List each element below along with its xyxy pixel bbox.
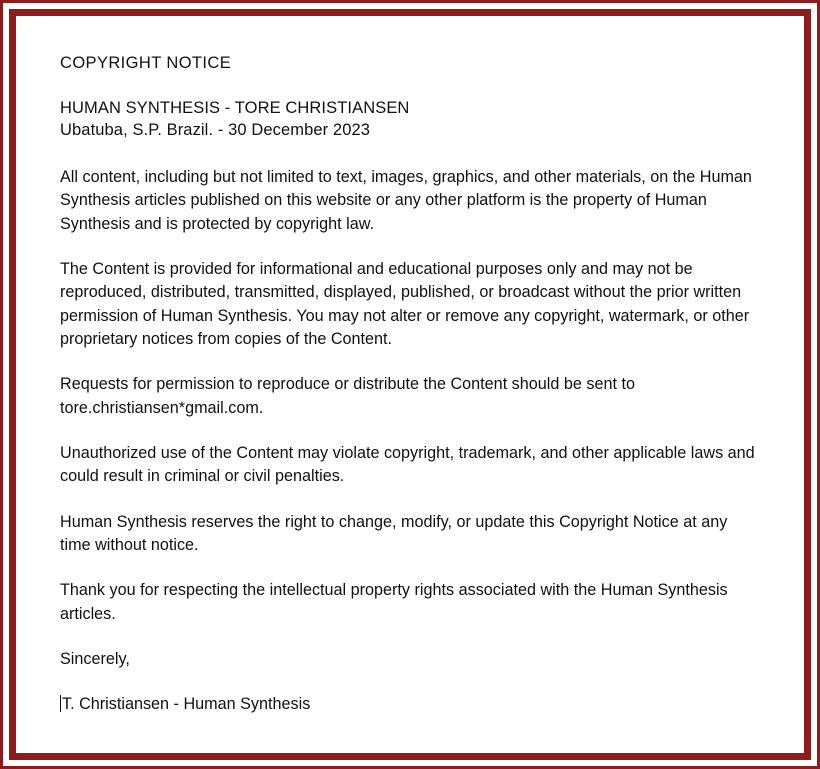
paragraph-notice-changes: Human Synthesis reserves the right to change, modify, or update this Copyright Notice at any time without notice. [60,512,728,554]
closing-salutation: Sincerely, [60,649,130,668]
paragraph-usage-restrictions: The Content is provided for informational and educational purposes only and may not be reproduced, distributed, transmitted, displayed, published, or broadcast without the prior written permission of Human Synthesis. You may not alter or remove any copyright, watermark, or other proprietary notices from copies of the Content. [60,259,750,348]
paragraph-unauthorized-use: Unauthorized use of the Content may violate copyright, trademark, and other applicable laws and could result in criminal or civil penalties. [60,443,755,486]
paragraph-thank-you: Thank you for respecting the intellectual property rights associated with the Human Synthesis articles. [60,581,728,623]
document-body [16,16,804,753]
page-title: COPYRIGHT NOTICE [60,54,232,72]
signature-text: T. Christiansen - Human Synthesis [62,695,311,714]
signature-line [60,693,758,716]
paragraph-permission-requests: Requests for permission to reproduce or distribute the Content should be sent to tore.christiansen*gmail.com. [60,375,635,417]
document-border-inner [9,9,811,760]
byline [60,99,758,140]
text-caret [60,695,61,712]
paragraph-content-ownership: All content, including but not limited to text, images, graphics, and other materials, on the Human Synthesis articles published on this website or any other platform is the property of Human Synthesis and is protected by copyright law. [60,168,752,233]
byline-author: HUMAN SYNTHESIS - TORE CHRISTIANSEN [60,99,410,117]
byline-place-date: Ubatuba, S.P. Brazil. - 30 December 2023 [60,121,371,139]
